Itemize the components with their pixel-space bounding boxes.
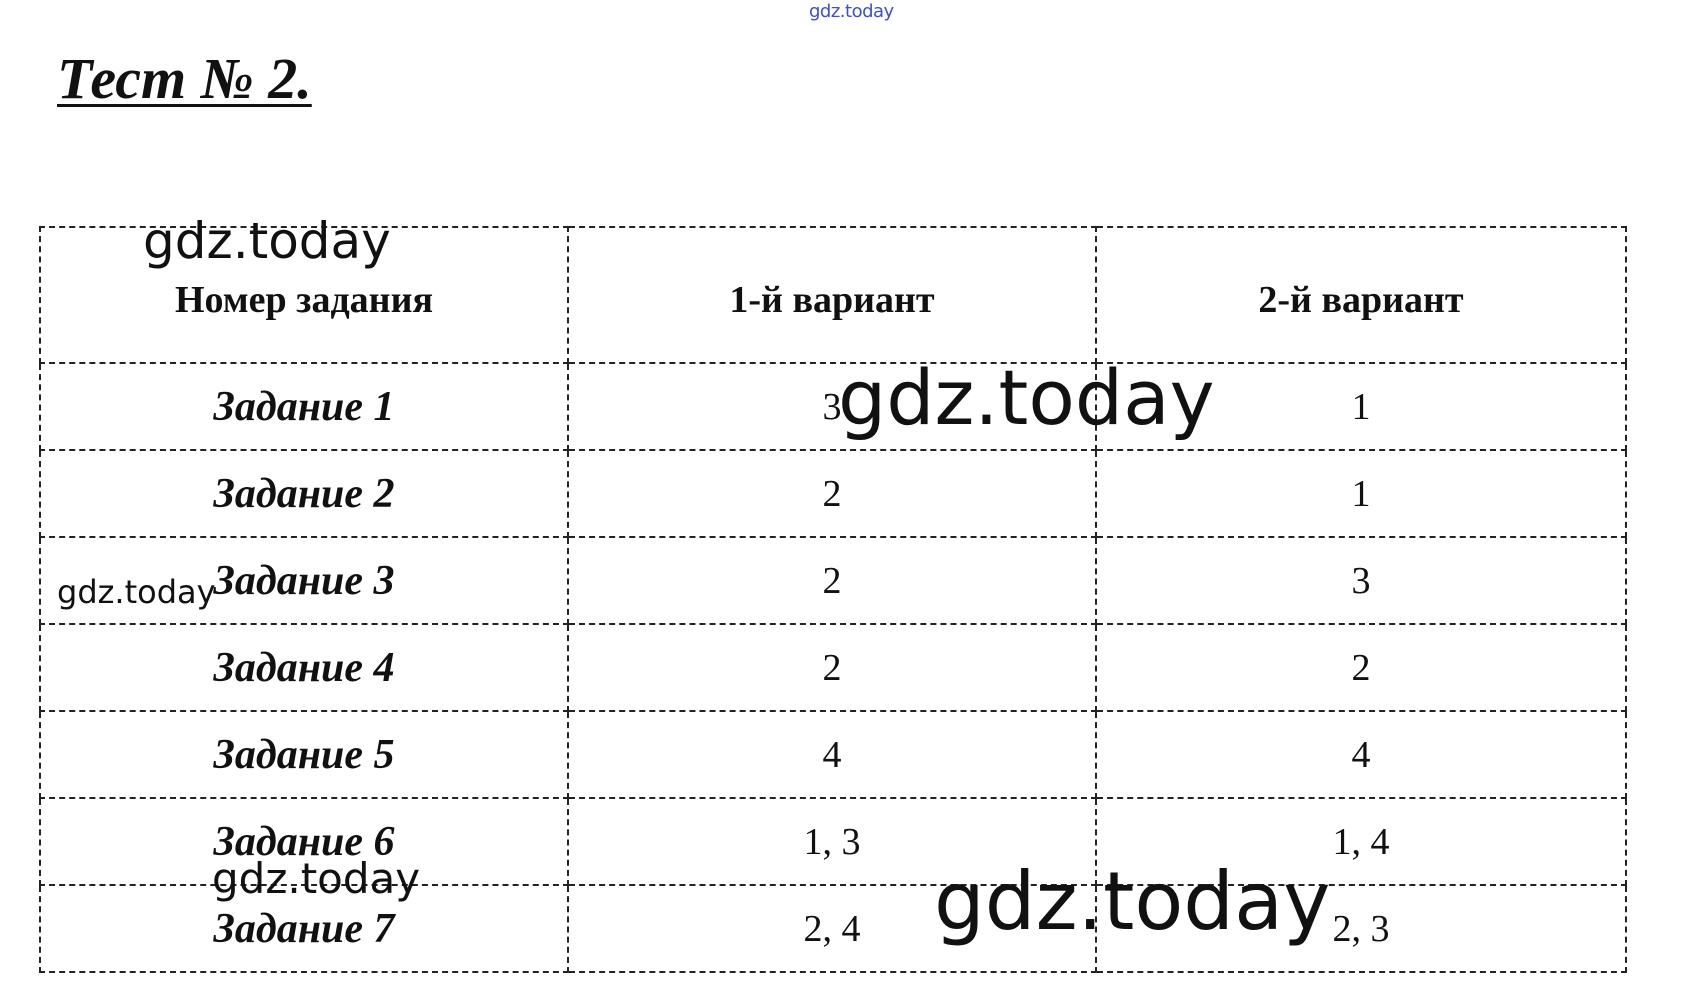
watermark-bottom-right: gdz.today <box>934 855 1331 948</box>
variant-1-answer-cell: 2 <box>568 537 1096 624</box>
variant-1-answer-cell: 2 <box>568 624 1096 711</box>
variant-1-answer-cell: 2, 4 <box>568 885 1096 972</box>
table-row <box>40 711 1626 798</box>
task-name-cell: Задание 6 <box>40 798 568 885</box>
watermark-bottom-left: gdz.today <box>212 854 421 903</box>
variant-2-answer-cell: 1, 4 <box>1096 798 1626 885</box>
answers-table <box>39 226 1627 973</box>
table-header-row <box>40 227 1626 363</box>
variant-2-answer-cell: 3 <box>1096 537 1626 624</box>
table-row <box>40 798 1626 885</box>
variant-1-answer-cell: 4 <box>568 711 1096 798</box>
table-row <box>40 363 1626 450</box>
watermark-left-small: gdz.today <box>57 573 216 611</box>
column-header-variant-2: 2-й вариант <box>1096 227 1626 363</box>
task-name-cell: Задание 1 <box>40 363 568 450</box>
variant-1-answer-cell: 1, 3 <box>568 798 1096 885</box>
watermark-header: gdz.today <box>143 212 391 270</box>
variant-2-answer-cell: 1 <box>1096 450 1626 537</box>
variant-2-answer-cell: 1 <box>1096 363 1626 450</box>
column-header-task: Номер задания <box>40 227 568 363</box>
table-row <box>40 885 1626 972</box>
task-name-cell: Задание 3 <box>40 537 568 624</box>
table-row <box>40 624 1626 711</box>
variant-1-answer-cell: 2 <box>568 450 1096 537</box>
task-name-cell: Задание 7 <box>40 885 568 972</box>
variant-2-answer-cell: 4 <box>1096 711 1626 798</box>
watermark-center-large: gdz.today <box>838 353 1215 442</box>
table-row <box>40 537 1626 624</box>
table-row <box>40 450 1626 537</box>
column-header-variant-1: 1-й вариант <box>568 227 1096 363</box>
top-watermark: gdz.today <box>809 1 894 22</box>
variant-2-answer-cell: 2, 3 <box>1096 885 1626 972</box>
variant-2-answer-cell: 2 <box>1096 624 1626 711</box>
task-name-cell: Задание 2 <box>40 450 568 537</box>
variant-1-answer-cell: 3 <box>568 363 1096 450</box>
task-name-cell: Задание 5 <box>40 711 568 798</box>
task-name-cell: Задание 4 <box>40 624 568 711</box>
page-title: Тест № 2. <box>57 46 312 111</box>
